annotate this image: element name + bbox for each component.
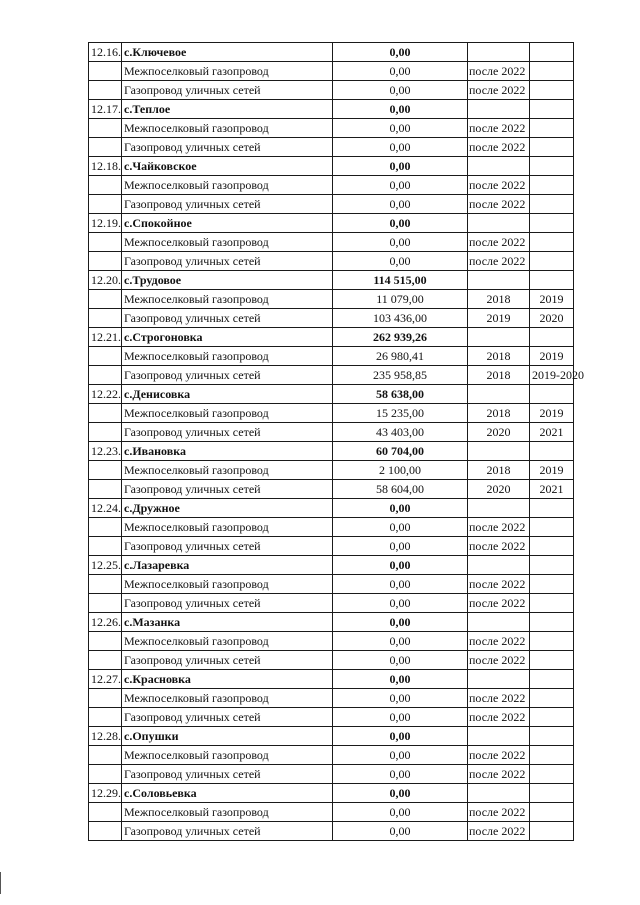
pipeline-row: [89, 252, 574, 271]
amount: 0,00: [333, 746, 468, 765]
settlement-name: с.Спокойное: [122, 214, 333, 233]
settlement-name: с.Теплое: [122, 100, 333, 119]
start-year: [468, 271, 530, 290]
start-year: 2020: [468, 480, 530, 499]
amount: 0,00: [333, 100, 468, 119]
end-year: [530, 670, 574, 689]
amount: 11 079,00: [333, 290, 468, 309]
table-body: [89, 43, 584, 841]
start-year: [468, 442, 530, 461]
pipeline-row: [89, 138, 574, 157]
end-year: 2019: [530, 404, 574, 423]
end-year: 2019: [530, 347, 574, 366]
row-number: [89, 461, 122, 480]
start-year: после 2022: [468, 176, 530, 195]
pipeline-name: Межпоселковый газопровод: [122, 461, 333, 480]
row-number: [89, 632, 122, 651]
amount: 0,00: [333, 499, 468, 518]
pipeline-row: [89, 575, 574, 594]
amount: 0,00: [333, 575, 468, 594]
amount: 0,00: [333, 252, 468, 271]
start-year: 2018: [468, 461, 530, 480]
end-year: [530, 138, 574, 157]
start-year: после 2022: [468, 632, 530, 651]
amount: 0,00: [333, 670, 468, 689]
pipeline-name: Межпоселковый газопровод: [122, 746, 333, 765]
row-number: [89, 290, 122, 309]
pipeline-row: [89, 822, 574, 841]
row-number: [89, 803, 122, 822]
end-year: 2021: [530, 423, 574, 442]
start-year: после 2022: [468, 765, 530, 784]
amount: 0,00: [333, 632, 468, 651]
pipeline-name: Межпоселковый газопровод: [122, 404, 333, 423]
start-year: после 2022: [468, 594, 530, 613]
start-year: [468, 43, 530, 62]
row-number: [89, 423, 122, 442]
amount: 0,00: [333, 784, 468, 803]
pipeline-row: [89, 480, 574, 499]
start-year: после 2022: [468, 233, 530, 252]
end-year: [530, 746, 574, 765]
settlement-row: [89, 556, 574, 575]
end-year: [530, 62, 574, 81]
start-year: [468, 613, 530, 632]
amount: 0,00: [333, 119, 468, 138]
start-year: после 2022: [468, 803, 530, 822]
settlement-name: с.Дружное: [122, 499, 333, 518]
pipeline-name: Межпоселковый газопровод: [122, 176, 333, 195]
start-year: [468, 784, 530, 803]
start-year: после 2022: [468, 195, 530, 214]
amount: 0,00: [333, 765, 468, 784]
row-number: [89, 81, 122, 100]
end-year: [530, 157, 574, 176]
row-number: [89, 138, 122, 157]
amount: 0,00: [333, 176, 468, 195]
start-year: после 2022: [468, 746, 530, 765]
row-number: [89, 347, 122, 366]
end-year: [530, 442, 574, 461]
settlement-name: с.Ключевое: [122, 43, 333, 62]
start-year: [468, 214, 530, 233]
row-number: [89, 480, 122, 499]
gas-pipeline-table: [88, 42, 584, 841]
row-number: [89, 765, 122, 784]
settlement-row: [89, 670, 574, 689]
pipeline-name: Газопровод уличных сетей: [122, 195, 333, 214]
end-year: [530, 195, 574, 214]
pipeline-name: Газопровод уличных сетей: [122, 252, 333, 271]
end-year: [530, 328, 574, 347]
pipeline-row: [89, 537, 574, 556]
pipeline-row: [89, 366, 574, 385]
row-number: 12.28.: [89, 727, 122, 746]
start-year: [468, 328, 530, 347]
settlement-name: с.Чайковское: [122, 157, 333, 176]
end-year: [530, 556, 574, 575]
pipeline-name: Газопровод уличных сетей: [122, 765, 333, 784]
row-number: 12.26.: [89, 613, 122, 632]
settlement-row: [89, 100, 574, 119]
pipeline-name: Газопровод уличных сетей: [122, 708, 333, 727]
pipeline-row: [89, 632, 574, 651]
row-number: 12.23.: [89, 442, 122, 461]
end-year: [530, 689, 574, 708]
amount: 0,00: [333, 727, 468, 746]
row-number: [89, 708, 122, 727]
row-number: [89, 195, 122, 214]
pipeline-row: [89, 803, 574, 822]
pipeline-row: [89, 347, 574, 366]
settlement-name: с.Трудовое: [122, 271, 333, 290]
start-year: после 2022: [468, 138, 530, 157]
end-year: 2021: [530, 480, 574, 499]
start-year: 2020: [468, 423, 530, 442]
pipeline-name: Газопровод уличных сетей: [122, 537, 333, 556]
settlement-name: с.Лазаревка: [122, 556, 333, 575]
scan-margin-mark: [0, 872, 3, 894]
amount: 0,00: [333, 43, 468, 62]
settlement-row: [89, 613, 574, 632]
start-year: после 2022: [468, 81, 530, 100]
start-year: после 2022: [468, 119, 530, 138]
row-number: [89, 366, 122, 385]
row-number: 12.19.: [89, 214, 122, 233]
end-year: [530, 252, 574, 271]
end-year: [530, 727, 574, 746]
pipeline-name: Межпоселковый газопровод: [122, 803, 333, 822]
pipeline-name: Газопровод уличных сетей: [122, 651, 333, 670]
settlement-row: [89, 214, 574, 233]
amount: 235 958,85: [333, 366, 468, 385]
row-number: [89, 746, 122, 765]
row-number: [89, 518, 122, 537]
amount: 58 638,00: [333, 385, 468, 404]
pipeline-row: [89, 651, 574, 670]
settlement-row: [89, 499, 574, 518]
settlement-row: [89, 328, 574, 347]
row-number: [89, 404, 122, 423]
pipeline-row: [89, 81, 574, 100]
end-year: [530, 594, 574, 613]
row-number: [89, 176, 122, 195]
start-year: после 2022: [468, 62, 530, 81]
row-number: 12.24.: [89, 499, 122, 518]
amount: 0,00: [333, 233, 468, 252]
end-year: 2020: [530, 309, 574, 328]
amount: 0,00: [333, 537, 468, 556]
end-year: [530, 803, 574, 822]
pipeline-row: [89, 62, 574, 81]
row-number: 12.22.: [89, 385, 122, 404]
settlement-name: с.Мазанка: [122, 613, 333, 632]
end-year: [530, 765, 574, 784]
end-year: 2019: [530, 461, 574, 480]
start-year: после 2022: [468, 252, 530, 271]
end-year: [530, 537, 574, 556]
pipeline-name: Газопровод уличных сетей: [122, 138, 333, 157]
amount: 114 515,00: [333, 271, 468, 290]
pipeline-row: [89, 708, 574, 727]
settlement-name: с.Красновка: [122, 670, 333, 689]
amount: 0,00: [333, 689, 468, 708]
amount: 0,00: [333, 518, 468, 537]
row-number: 12.21.: [89, 328, 122, 347]
pipeline-name: Межпоселковый газопровод: [122, 290, 333, 309]
pipeline-name: Межпоселковый газопровод: [122, 233, 333, 252]
row-number: [89, 309, 122, 328]
pipeline-name: Газопровод уличных сетей: [122, 594, 333, 613]
end-year: [530, 499, 574, 518]
start-year: [468, 670, 530, 689]
amount: 0,00: [333, 62, 468, 81]
start-year: 2018: [468, 347, 530, 366]
pipeline-row: [89, 746, 574, 765]
amount: 262 939,26: [333, 328, 468, 347]
pipeline-name: Газопровод уличных сетей: [122, 366, 333, 385]
pipeline-row: [89, 765, 574, 784]
pipeline-row: [89, 404, 574, 423]
settlement-row: [89, 727, 574, 746]
row-number: 12.27.: [89, 670, 122, 689]
pipeline-name: Газопровод уличных сетей: [122, 81, 333, 100]
start-year: после 2022: [468, 708, 530, 727]
pipeline-row: [89, 290, 574, 309]
start-year: 2019: [468, 309, 530, 328]
settlement-row: [89, 442, 574, 461]
end-year: 2019-2020: [530, 366, 574, 385]
start-year: после 2022: [468, 822, 530, 841]
end-year: [530, 575, 574, 594]
start-year: [468, 727, 530, 746]
amount: 43 403,00: [333, 423, 468, 442]
amount: 0,00: [333, 803, 468, 822]
row-number: [89, 689, 122, 708]
pipeline-name: Межпоселковый газопровод: [122, 62, 333, 81]
end-year: 2019: [530, 290, 574, 309]
settlement-name: с.Строгоновка: [122, 328, 333, 347]
row-number: [89, 537, 122, 556]
end-year: [530, 784, 574, 803]
end-year: [530, 613, 574, 632]
settlement-row: [89, 157, 574, 176]
amount: 0,00: [333, 556, 468, 575]
settlement-name: с.Ивановка: [122, 442, 333, 461]
start-year: [468, 157, 530, 176]
row-number: [89, 594, 122, 613]
pipeline-row: [89, 309, 574, 328]
amount: 26 980,41: [333, 347, 468, 366]
pipeline-row: [89, 176, 574, 195]
end-year: [530, 822, 574, 841]
row-number: [89, 822, 122, 841]
end-year: [530, 100, 574, 119]
settlement-row: [89, 784, 574, 803]
row-number: 12.20.: [89, 271, 122, 290]
start-year: после 2022: [468, 575, 530, 594]
amount: 0,00: [333, 651, 468, 670]
settlement-name: с.Опушки: [122, 727, 333, 746]
pipeline-row: [89, 518, 574, 537]
row-number: [89, 575, 122, 594]
row-number: [89, 651, 122, 670]
amount: 60 704,00: [333, 442, 468, 461]
amount: 0,00: [333, 138, 468, 157]
end-year: [530, 43, 574, 62]
pipeline-name: Газопровод уличных сетей: [122, 822, 333, 841]
amount: 103 436,00: [333, 309, 468, 328]
pipeline-name: Межпоселковый газопровод: [122, 632, 333, 651]
end-year: [530, 119, 574, 138]
amount: 2 100,00: [333, 461, 468, 480]
end-year: [530, 176, 574, 195]
pipeline-name: Межпоселковый газопровод: [122, 575, 333, 594]
amount: 0,00: [333, 594, 468, 613]
settlement-name: с.Денисовка: [122, 385, 333, 404]
row-number: 12.29.: [89, 784, 122, 803]
row-number: [89, 233, 122, 252]
start-year: [468, 100, 530, 119]
start-year: 2018: [468, 404, 530, 423]
pipeline-row: [89, 689, 574, 708]
row-number: 12.17.: [89, 100, 122, 119]
pipeline-name: Межпоселковый газопровод: [122, 347, 333, 366]
pipeline-name: Газопровод уличных сетей: [122, 309, 333, 328]
amount: 58 604,00: [333, 480, 468, 499]
pipeline-row: [89, 119, 574, 138]
end-year: [530, 651, 574, 670]
amount: 0,00: [333, 822, 468, 841]
row-number: [89, 119, 122, 138]
row-number: 12.18.: [89, 157, 122, 176]
settlement-row: [89, 43, 574, 62]
end-year: [530, 271, 574, 290]
settlement-name: с.Соловьевка: [122, 784, 333, 803]
amount: 0,00: [333, 157, 468, 176]
start-year: после 2022: [468, 689, 530, 708]
amount: 0,00: [333, 613, 468, 632]
start-year: 2018: [468, 290, 530, 309]
amount: 0,00: [333, 214, 468, 233]
settlement-row: [89, 271, 574, 290]
pipeline-name: Межпоселковый газопровод: [122, 518, 333, 537]
end-year: [530, 81, 574, 100]
pipeline-row: [89, 423, 574, 442]
start-year: [468, 385, 530, 404]
end-year: [530, 518, 574, 537]
end-year: [530, 233, 574, 252]
pipeline-name: Газопровод уличных сетей: [122, 480, 333, 499]
row-number: 12.25.: [89, 556, 122, 575]
row-number: [89, 252, 122, 271]
end-year: [530, 214, 574, 233]
amount: 0,00: [333, 195, 468, 214]
pipeline-row: [89, 461, 574, 480]
end-year: [530, 385, 574, 404]
amount: 15 235,00: [333, 404, 468, 423]
settlement-row: [89, 385, 574, 404]
pipeline-row: [89, 195, 574, 214]
pipeline-name: Межпоселковый газопровод: [122, 119, 333, 138]
end-year: [530, 632, 574, 651]
start-year: после 2022: [468, 651, 530, 670]
pipeline-row: [89, 233, 574, 252]
start-year: [468, 499, 530, 518]
pipeline-name: Межпоселковый газопровод: [122, 689, 333, 708]
start-year: после 2022: [468, 537, 530, 556]
row-number: 12.16.: [89, 43, 122, 62]
amount: 0,00: [333, 81, 468, 100]
start-year: [468, 556, 530, 575]
start-year: 2018: [468, 366, 530, 385]
pipeline-row: [89, 594, 574, 613]
pipeline-name: Газопровод уличных сетей: [122, 423, 333, 442]
start-year: после 2022: [468, 518, 530, 537]
amount: 0,00: [333, 708, 468, 727]
end-year: [530, 708, 574, 727]
row-number: [89, 62, 122, 81]
